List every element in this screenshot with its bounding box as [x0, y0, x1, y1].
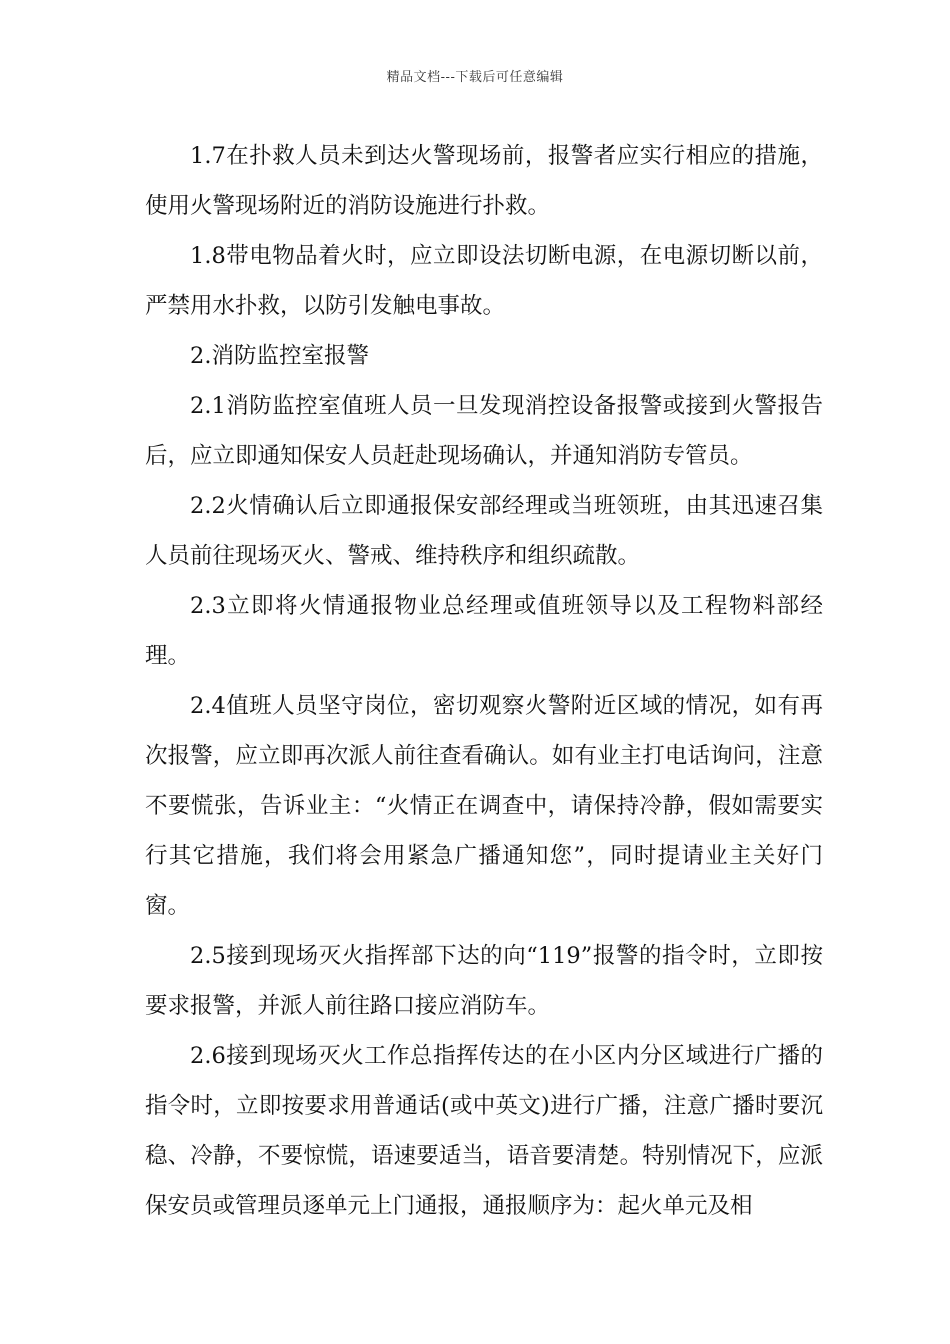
document-body: [145, 131, 823, 1231]
paragraph-2-1: 2.1消防监控室值班人员一旦发现消控设备报警或接到火警报告后，应立即通知保安人员赶赴现场确认，并通知消防专管员。: [145, 393, 823, 469]
paragraph-2-3: 2.3立即将火情通报物业总经理或值班领导以及工程物料部经理。: [145, 593, 823, 669]
paragraph-1-8: 1.8带电物品着火时，应立即设法切断电源，在电源切断以前，严禁用水扑救，以防引发触电事故。: [145, 243, 823, 319]
paragraph-2-5: 2.5接到现场灭火指挥部下达的向“119”报警的指令时，立即按要求报警，并派人前往路口接应消防车。: [145, 943, 823, 1019]
paragraph-1-7: 1.7在扑救人员未到达火警现场前，报警者应实行相应的措施，使用火警现场附近的消防设施进行扑救。: [145, 143, 823, 219]
section-heading-2: 2.消防监控室报警: [190, 343, 369, 369]
paragraph-2-6: 2.6接到现场灭火工作总指挥传达的在小区内分区域进行广播的指令时，立即按要求用普通话(或中英文)进行广播，注意广播时要沉稳、冷静，不要惊慌，语速要适当，语音要清楚。特别情况下，应派保安员或管理员逐单元上门通报，通报顺序为：起火单元及相: [145, 1043, 823, 1219]
paragraph-2-2: 2.2火情确认后立即通报保安部经理或当班领班，由其迅速召集人员前往现场灭火、警戒、维持秩序和组织疏散。: [145, 493, 823, 569]
paragraph-2-4: 2.4值班人员坚守岗位，密切观察火警附近区域的情况，如有再次报警，应立即再次派人前往查看确认。如有业主打电话询问，注意不要慌张，告诉业主：“火情正在调查中，请保持冷静，假如需要实行其它措施，我们将会用紧急广播通知您”，同时提请业主关好门窗。: [145, 693, 823, 919]
page-header: 精品文档---下载后可任意编辑: [386, 70, 564, 85]
